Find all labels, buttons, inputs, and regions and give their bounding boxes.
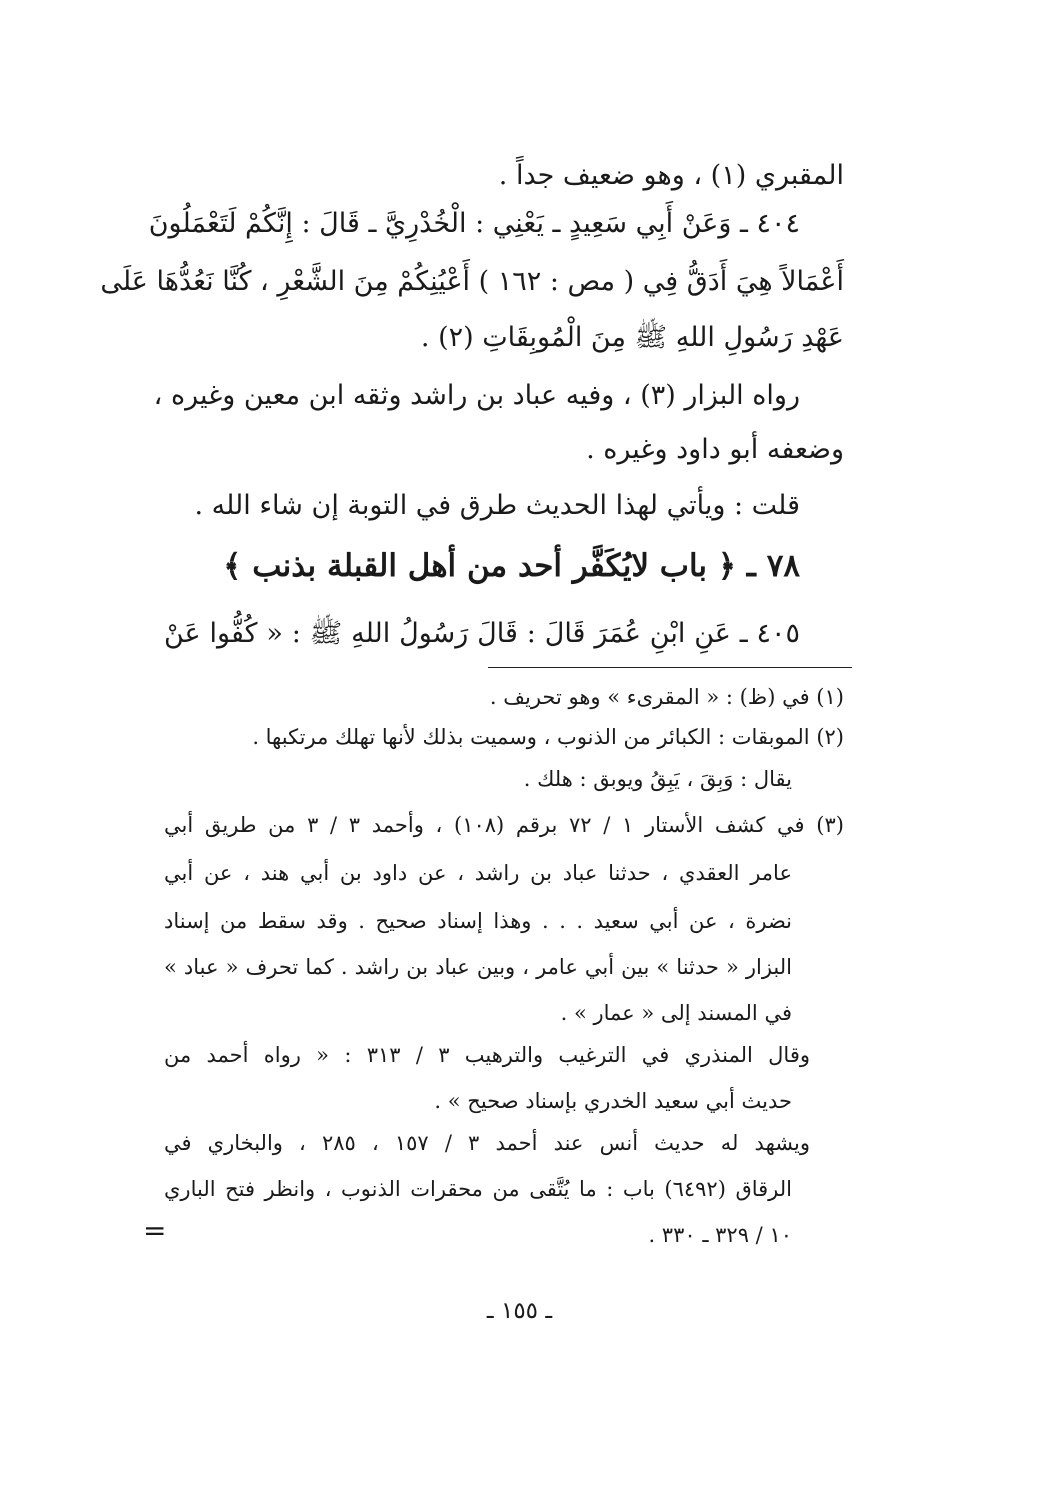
- hadith-404-line-3: عَهْدِ رَسُولِ اللهِ ﷺ مِنَ الْمُوبِقَاتِ (٢) .: [420, 322, 844, 353]
- footnote-1: (١) في (ظ) : « المقرىء » وهو تحريف .: [489, 685, 844, 709]
- footnote-3-line-3: نضرة ، عن أبي سعيد . . . وهذا إسناد صحيح . وقد سقط من إسناد: [164, 909, 792, 933]
- hadith-404-line-2: أَعْمَالاً هِيَ أَدَقُّ فِي ( مص : ١٦٢ ) أَعْيُنِكُمْ مِنَ الشَّعْرِ ، كُنَّا نَعُدُّهَا عَلَى: [100, 266, 844, 297]
- page-number: ـ ١٥٥ ـ: [486, 1298, 553, 1324]
- hadith-405-line: ٤٠٥ ـ عَنِ ابْنِ عُمَرَ قَالَ : قَالَ رَسُولُ اللهِ ﷺ : « كُفُّوا عَنْ: [164, 618, 800, 649]
- continuation-mark: =: [143, 1214, 167, 1247]
- footnote-3-line-6: وقال المنذري في الترغيب والترهيب ٣ / ٣١٣ : « رواه أحمد من: [164, 1043, 811, 1067]
- footnote-3-line-5: في المسند إلى « عمار » .: [560, 1001, 792, 1025]
- body-line-1: المقبري (١) ، وهو ضعيف جداً .: [498, 160, 844, 191]
- author-note-line: قلت : ويأتي لهذا الحديث طرق في التوبة إن شاء الله .: [194, 490, 800, 521]
- hadith-404-line-1: ٤٠٤ ـ وَعَنْ أَبِي سَعِيدٍ ـ يَعْنِي : الْخُدْرِيَّ ـ قَالَ : إِنَّكُمْ لَتَعْمَلُونَ: [148, 208, 800, 239]
- footnote-2: (٢) الموبقات : الكبائر من الذنوب ، وسميت بذلك لأنها تهلك مرتكبها .: [252, 725, 844, 749]
- footnote-3-line-4: البزار « حدثنا » بين أبي عامر ، وبين عباد بن راشد . كما تحرف « عباد »: [164, 955, 792, 979]
- footnote-3-line-9: الرقاق (٦٤٩٢) باب : ما يُتَّقى من محقرات الذنوب ، وانظر فتح الباري: [164, 1177, 792, 1201]
- chapter-heading: ٧٨ ـ ﴿ باب لايُكَفَّر أحد من أهل القبلة بذنب ﴾: [223, 548, 800, 584]
- footnote-divider: [488, 667, 852, 668]
- footnote-3-line-8: ويشهد له حديث أنس عند أحمد ٣ / ١٥٧ ، ٢٨٥ ، والبخاري في: [164, 1131, 810, 1155]
- footnote-3-line-10: ١٠ / ٣٢٩ ـ ٣٣٠ .: [648, 1223, 792, 1247]
- footnote-2-cont: يقال : وَبِقَ ، يَبِقُ ويوبق : هلك .: [523, 767, 792, 791]
- footnote-3-line-2: عامر العقدي ، حدثنا عباد بن راشد ، عن داود بن أبي هند ، عن أبي: [164, 861, 792, 885]
- takhrij-line-2: وضعفه أبو داود وغيره .: [586, 434, 844, 465]
- takhrij-line-1: رواه البزار (٣) ، وفيه عباد بن راشد وثقه ابن معين وغيره ،: [153, 380, 800, 411]
- footnote-3-line-7: حديث أبي سعيد الخدري بإسناد صحيح » .: [434, 1089, 792, 1113]
- footnote-3-line-1: (٣) في كشف الأستار ١ / ٧٢ برقم (١٠٨) ، وأحمد ٣ / ٣ من طريق أبي: [164, 813, 844, 837]
